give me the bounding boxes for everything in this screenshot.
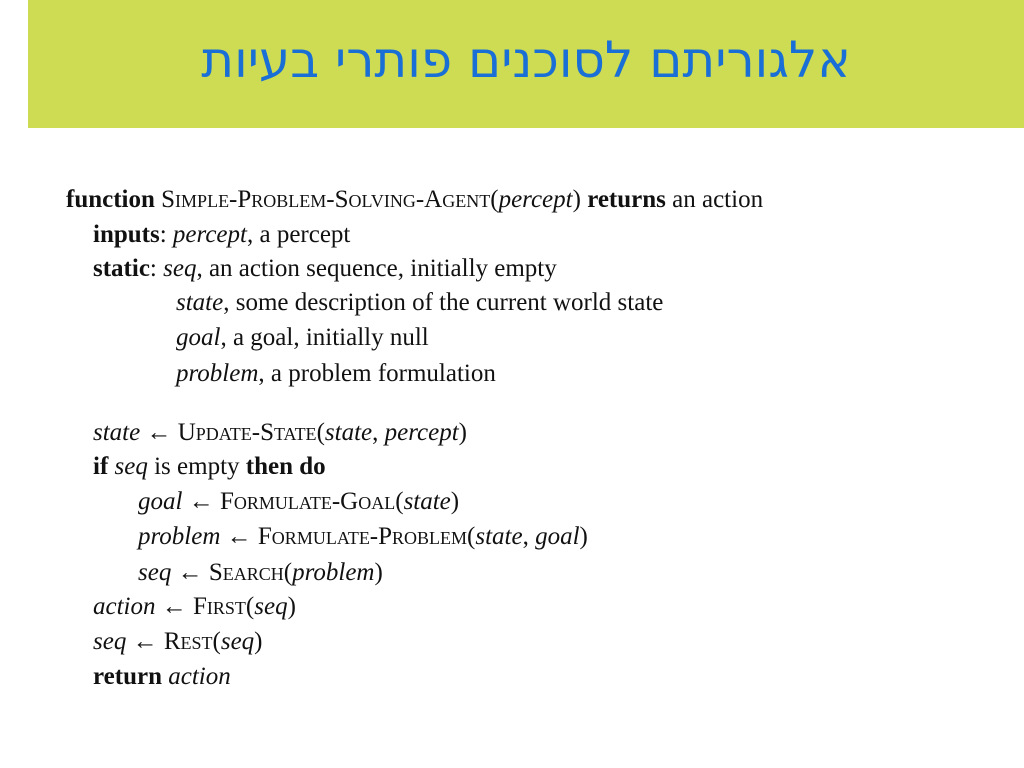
algo-token-italic: goal: [138, 488, 183, 515]
algo-token-text: ,: [522, 523, 536, 550]
algo-token-text: , a problem formulation: [258, 360, 496, 387]
algo-line-static-state: [176, 286, 663, 320]
algo-token-text: ,: [372, 419, 385, 446]
algo-token-italic: action: [168, 663, 231, 690]
algo-token-smallcaps: First: [193, 593, 246, 620]
algo-line-static-seq: [93, 252, 557, 286]
algo-token-text: ←: [140, 419, 178, 446]
algo-token-text: (: [245, 593, 255, 620]
algo-token-italic: percept: [498, 186, 573, 213]
algo-token-text: ): [450, 488, 460, 515]
algo-token-text: ←: [171, 559, 209, 586]
algo-token-text: ): [572, 186, 588, 213]
algo-line-inputs: [93, 218, 350, 252]
algo-line-if-seq-empty: [93, 450, 326, 484]
algo-token-italic: problem: [138, 523, 221, 550]
algo-token-smallcaps: Simple-Problem-Solving-Agent: [161, 186, 491, 213]
algo-token-bold: function: [66, 186, 155, 213]
algo-token-text: ): [287, 593, 296, 620]
algo-token-italic: goal: [176, 324, 221, 351]
algo-token-smallcaps: Rest: [163, 628, 213, 655]
algo-token-text: (: [467, 523, 476, 550]
algo-token-text: , a percept: [246, 221, 351, 248]
algo-token-text: (: [490, 186, 499, 213]
algo-token-italic: percept: [384, 419, 459, 446]
algo-line-update-state: [93, 416, 467, 450]
algo-token-text: , a goal, initially null: [220, 324, 429, 351]
algo-token-italic: state: [475, 523, 523, 550]
algo-token-bold: inputs: [93, 221, 160, 248]
algo-token-text: an action: [665, 186, 764, 213]
algo-token-italic: state: [403, 488, 451, 515]
algo-token-bold: if: [93, 453, 109, 480]
algo-token-text: ←: [126, 628, 164, 655]
algo-line-rest: [93, 625, 263, 659]
algo-line-search: [138, 556, 383, 590]
algo-token-text: ): [579, 523, 588, 550]
algo-line-return: [93, 660, 231, 694]
algo-line-formulate-problem: [138, 520, 588, 554]
algo-token-bold: then do: [245, 453, 326, 480]
algo-token-text: ←: [155, 593, 193, 620]
algo-token-italic: state: [93, 419, 141, 446]
algo-token-bold: static: [93, 255, 150, 282]
algo-token-italic: seq: [138, 559, 172, 586]
algo-token-bold: returns: [587, 186, 666, 213]
algo-token-smallcaps: Update-State: [177, 419, 317, 446]
algo-token-text: :: [149, 255, 164, 282]
algo-token-italic: problem: [176, 360, 259, 387]
algo-token-text: (: [212, 628, 221, 655]
algo-token-text: ): [458, 419, 467, 446]
algo-token-italic: seq: [220, 628, 255, 655]
algo-token-text: is empty: [147, 453, 246, 480]
algo-token-text: ←: [182, 488, 220, 515]
algo-token-smallcaps: Search: [208, 559, 284, 586]
algo-token-italic: seq: [93, 628, 127, 655]
algo-token-italic: action: [93, 593, 156, 620]
algo-token-text: , an action sequence, initially empty: [196, 255, 557, 282]
algo-line-first: [93, 590, 296, 624]
algo-token-italic: problem: [292, 559, 375, 586]
algo-token-italic: seq: [163, 255, 197, 282]
algo-token-italic: seq: [254, 593, 288, 620]
algo-line-function-signature: [66, 183, 763, 217]
algo-token-italic: goal: [535, 523, 580, 550]
algo-token-smallcaps: Formulate-Problem: [257, 523, 468, 550]
algo-token-text: (: [395, 488, 404, 515]
algo-token-text: ): [374, 559, 383, 586]
algo-line-static-goal: [176, 321, 429, 355]
algo-token-text: :: [159, 221, 173, 248]
algo-token-text: , some description of the current world state: [223, 289, 664, 316]
algo-token-text: (: [316, 419, 325, 446]
algo-token-text: (: [283, 559, 293, 586]
algo-line-static-problem: [176, 357, 496, 391]
algo-token-italic: seq: [114, 453, 148, 480]
algo-token-text: ): [254, 628, 263, 655]
algo-token-italic: state: [324, 419, 373, 446]
slide-title: אלגוריתם לסוכנים פותרי בעיות: [201, 31, 851, 89]
algo-token-text: ←: [220, 523, 258, 550]
algo-token-italic: percept: [172, 221, 247, 248]
algo-token-bold: return: [93, 663, 162, 690]
algo-token-smallcaps: Formulate-Goal: [219, 488, 396, 515]
algo-line-formulate-goal: [138, 485, 459, 519]
algo-token-italic: state: [176, 289, 224, 316]
